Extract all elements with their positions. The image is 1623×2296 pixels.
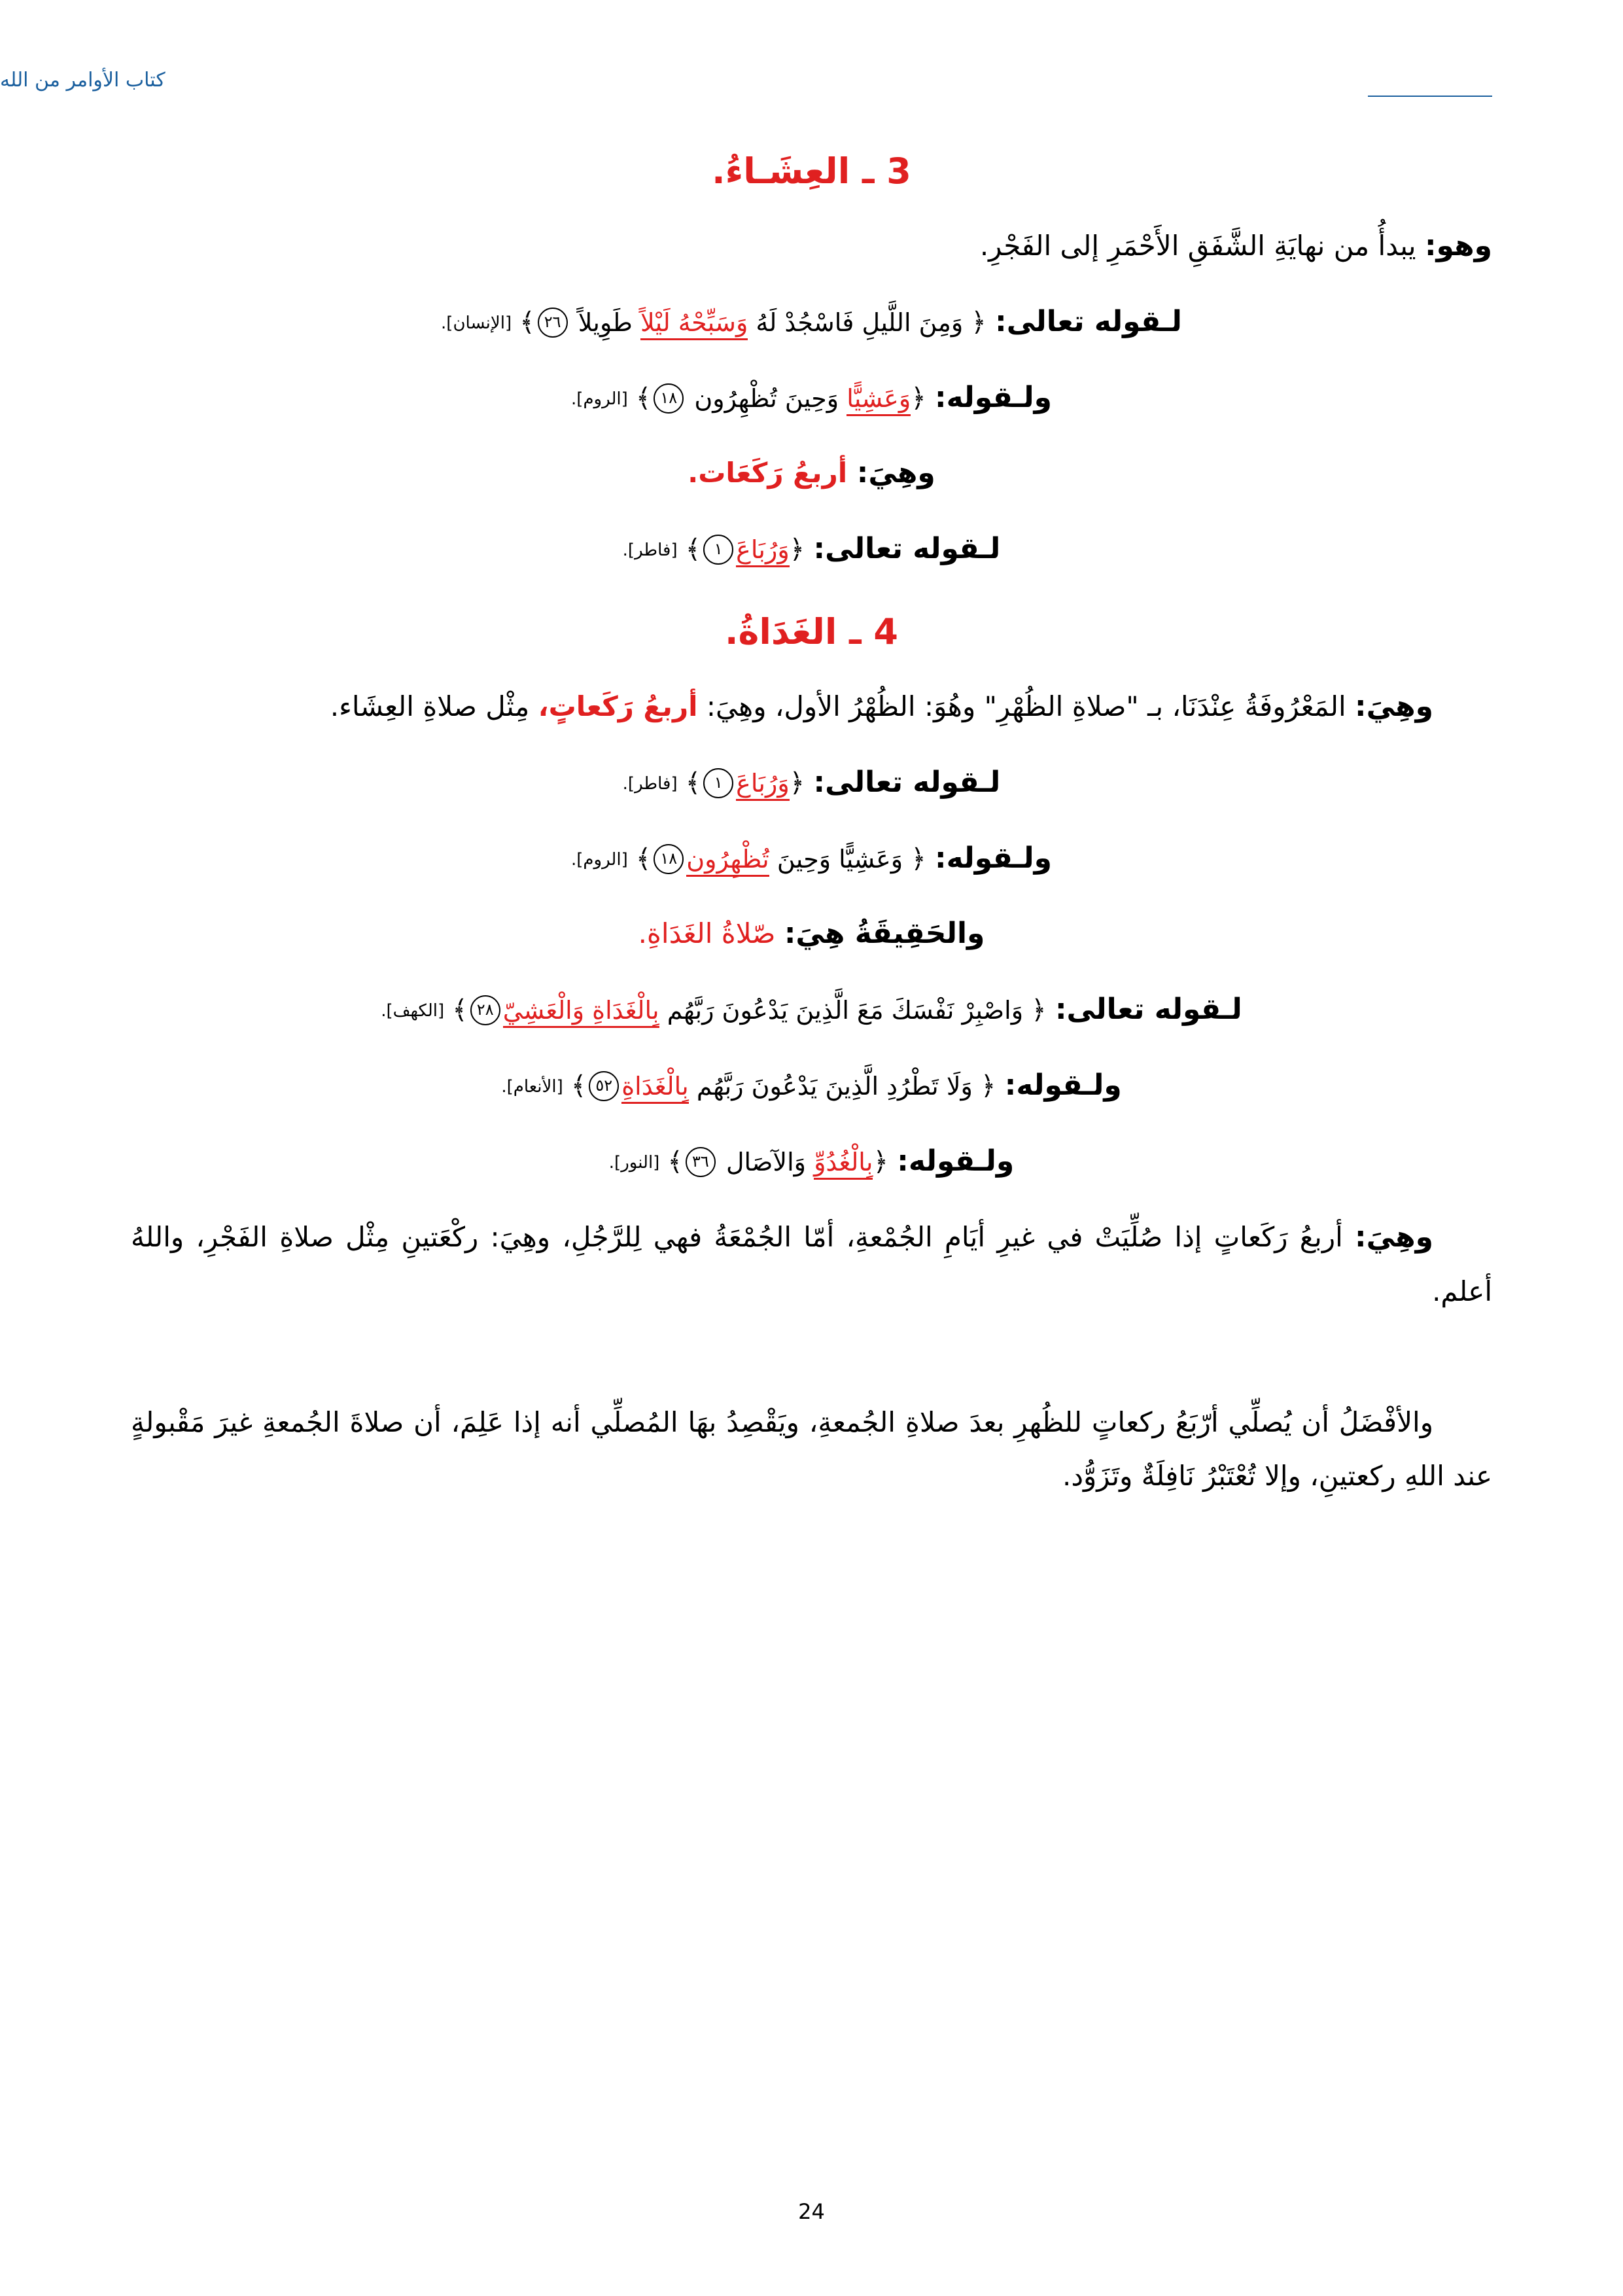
ayah-text: وَاصْبِرْ نَفْسَكَ مَعَ الَّذِينَ يَدْعُونَ رَبَّهُم (659, 996, 1032, 1025)
ayah-text: وَلَا تَطْرُدِ الَّذِينَ يَدْعُونَ رَبَّهُم (688, 1071, 981, 1101)
ayah-close-brace: ﴾ (570, 1070, 587, 1101)
paragraph-ghadaa-quran-3 (131, 981, 1492, 1038)
ayah-number: ٥٢ (589, 1071, 619, 1101)
ayah-number: ٢٨ (470, 995, 500, 1025)
lead-label: وهِيَ: (1355, 1220, 1433, 1254)
ayah-close-brace: ﴾ (519, 307, 535, 338)
lead-label: ولـقوله: (897, 1144, 1015, 1178)
paragraph-ghadaa-quran-1 (131, 754, 1492, 811)
highlight-text: أربعُ رَكَعاتٍ، (538, 690, 698, 722)
verse-source: [فاطر]. (622, 540, 678, 561)
paragraph-ghadaa-quran-2 (131, 830, 1492, 887)
lead-label: وهِيَ: (1355, 689, 1433, 723)
ayah-close-brace: ﴾ (635, 383, 652, 414)
ayah-open-brace: ﴿ (873, 1146, 888, 1177)
lead-label: ولـقوله: (935, 841, 1052, 875)
lead-label: لـقوله تعالى: (813, 765, 1001, 799)
quran-verse (678, 769, 805, 798)
page-header (0, 69, 1492, 97)
lead-label: وهِيَ: (856, 456, 935, 490)
ayah-highlight: بِالْغُدُوِّ (814, 1148, 873, 1180)
paragraph-spacer (131, 1338, 1492, 1376)
quran-verse (678, 535, 805, 564)
lead-label: لـقوله تعالى: (1055, 993, 1242, 1027)
verse-source: [الروم]. (571, 849, 628, 870)
body-text: أربعُ رَكَعاتٍ إذا صُلِّيَتْ في غيرِ أيَامِ الجُمْعةِ، أمّا الجُمْعَةُ فهي لِلرَّجُلِ، وهِيَ: ركْعَتينِ مِثْل صلاةِ الفَجْرِ، واللهُ أعلم. (131, 1220, 1492, 1308)
ayah-highlight: وَعَشِيًّا (846, 384, 911, 416)
ayah-open-brace: ﴿ (789, 768, 805, 798)
paragraph-isha-rakaat (131, 445, 1492, 501)
page-number: 24 (798, 2199, 825, 2224)
header-title: كتاب الأوامر من الله (0, 69, 166, 92)
verse-source: [الإنسان]. (441, 313, 512, 333)
quran-verse (659, 1148, 888, 1176)
ayah-text: وَعَشِيًّا وَحِينَ (769, 844, 911, 874)
ayah-close-brace: ﴾ (635, 843, 652, 874)
ayah-highlight: وَسَبِّحْهُ لَيْلاً (640, 308, 748, 340)
ayah-highlight: وَرُبَاعَ (736, 535, 790, 567)
paragraph-isha-definition (131, 218, 1492, 274)
section-heading-ghadaa: 4 ـ الغَدَاةُ. (725, 610, 898, 652)
ayah-text: وَمِنَ اللَّيلِ فَاسْجُدْ لَهُ (748, 308, 971, 337)
body-text-2: مِثْل صلاةِ العِشَاء. (330, 690, 538, 722)
lead-label: ولـقوله: (1004, 1068, 1122, 1102)
verse-source: [النور]. (608, 1152, 660, 1173)
paragraph-ghadaa-definition (131, 679, 1492, 735)
ayah-close-brace: ﴾ (685, 535, 701, 565)
paragraph-ghadaa-rakaat (131, 1209, 1492, 1319)
ayah-highlight: وَرُبَاعَ (736, 769, 790, 801)
verse-source: [الكهف]. (381, 1001, 445, 1021)
paragraph-isha-quran-1 (131, 294, 1492, 350)
quran-verse (563, 1072, 996, 1101)
ayah-open-brace: ﴿ (911, 843, 926, 874)
paragraph-ghadaa-quran-4 (131, 1057, 1492, 1114)
body-text: يبدأُ من نهايَةِ الشَّفَقِ الأَحْمَرِ إلى الفَجْرِ. (979, 230, 1425, 262)
verse-source: [فاطر]. (622, 773, 678, 794)
lead-label: لـقوله تعالى: (995, 304, 1182, 338)
quran-verse (512, 308, 986, 337)
ayah-open-brace: ﴿ (1031, 995, 1047, 1026)
ayah-text-2: وَالآصَال (718, 1147, 814, 1176)
ayah-close-brace: ﴾ (452, 995, 468, 1026)
quran-verse (628, 384, 926, 413)
body-text: المَعْرُوفَةُ عِنْدَنَا، بـ "صلاةِ الظُهْرِ" وهُوَ: الظُهْرُ الأول، وهِيَ: (697, 690, 1355, 722)
ayah-number: ١٨ (654, 383, 684, 414)
ayah-text-2: طَوِيلاً (570, 308, 640, 337)
lead-label: لـقوله تعالى: (813, 532, 1001, 566)
ayah-number: ١ (703, 535, 733, 565)
paragraph-afdal: والأفْضَلُ أن يُصلِّي أرّبَعُ ركعاتٍ للظُهرِ بعدَ صلاةِ الجُمعةِ، ويَقْصِدُ بهَا المُصلِّي أنه إذا عَلِمَ، أن صلاةَ الجُمعةِ غيرَ مَقْبولةٍ عند اللهِ ركعتينِ، وإلا تُعْتَبْرُ نَافِلَةٌ وتَزَوُّد. (131, 1406, 1492, 1492)
ayah-number: ٣٦ (686, 1147, 716, 1177)
ayah-highlight: بِالْغَدَاةِ (621, 1072, 688, 1104)
lead-label: والحَقِيقَةُ هِيَ: (784, 917, 985, 951)
ayah-open-brace: ﴿ (789, 535, 805, 565)
ayah-number: ١٨ (654, 844, 684, 874)
ayah-close-brace: ﴾ (667, 1146, 683, 1177)
ayah-number: ١ (703, 768, 733, 798)
section-heading-isha: 3 ـ العِشَـاءُ. (712, 150, 911, 192)
paragraph-isha-quran-3 (131, 521, 1492, 577)
ayah-open-brace: ﴿ (971, 307, 986, 338)
ayah-text-2: وَحِينَ تُظْهِرُون (686, 383, 847, 413)
lead-label: ولـقوله: (935, 380, 1052, 414)
quran-verse (444, 996, 1046, 1025)
verse-source: [الروم]. (571, 389, 628, 409)
ayah-open-brace: ﴿ (911, 383, 926, 414)
paragraph-ghadaa-haqiqa (131, 906, 1492, 962)
ayah-highlight: بِالْغَدَاةِ وَالْعَشِيّ (503, 996, 659, 1028)
ayah-highlight: تُظْهِرُون (686, 845, 769, 877)
ayah-open-brace: ﴿ (980, 1070, 996, 1101)
ayah-close-brace: ﴾ (685, 768, 701, 798)
highlight-text: صّلاةُ الغَدَاةِ. (638, 917, 784, 950)
paragraph-isha-quran-2 (131, 370, 1492, 426)
verse-source: [الأنعام]. (501, 1076, 563, 1097)
quran-verse (628, 845, 926, 874)
highlight-text: أربعُ رَكَعَات. (688, 457, 857, 489)
lead-label: وهو: (1424, 229, 1492, 262)
header-rule (1368, 96, 1492, 97)
document-content (131, 150, 1492, 1503)
ayah-number: ٢٦ (538, 308, 568, 338)
paragraph-ghadaa-quran-5 (131, 1133, 1492, 1190)
